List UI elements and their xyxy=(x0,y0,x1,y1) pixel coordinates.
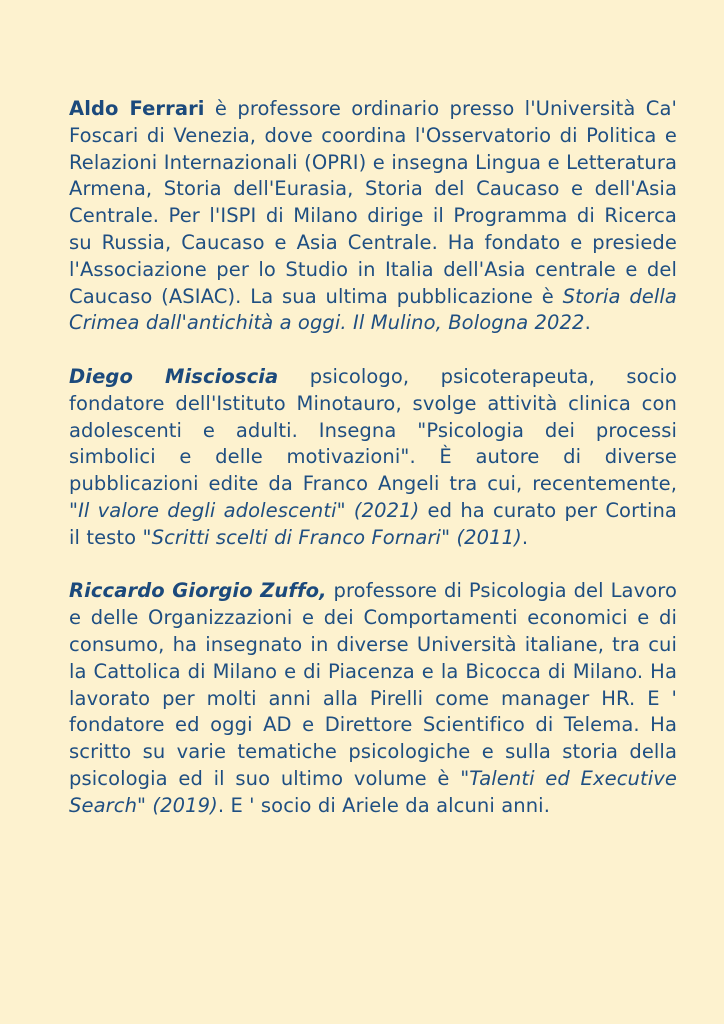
bio-punctuation: . xyxy=(584,311,591,335)
bio-diego-miscioscia xyxy=(69,364,677,552)
bio-text: . E ' socio di Ariele da alcuni anni. xyxy=(217,793,550,817)
author-name: Riccardo Giorgio Zuffo, xyxy=(69,579,327,603)
bio-text: è professore ordinario presso l'Università Ca' Foscari di Venezia, dove coordina l'Osservatorio di Politica e Relazioni Internazionali (OPRI) e insegna Lingua e Letteratura Armena, Storia dell'Eurasia, Storia del Caucaso e dell'Asia Centrale. Per l'ISPI di Milano dirige il Programma di Ricerca su Russia, Caucaso e Asia Centrale. Ha fondato e presiede l'Associazione per lo Studio in Italia dell'Asia centrale e del Caucaso (ASIAC). La sua ultima pubblicazione è xyxy=(69,97,677,308)
bio-text: psicologo, psicoterapeuta, socio fondatore dell'Istituto Minotauro, svolge attività clinica con adolescenti e adulti. Insegna "Psicologia dei processi simbolici e delle motivazioni". È autore di diverse pubblicazioni edite da Franco Angeli tra cui, recentemente, xyxy=(69,364,677,496)
author-name: Aldo Ferrari xyxy=(69,97,205,120)
bio-riccardo-giorgio-zuffo xyxy=(69,578,677,819)
publication-title: "Talenti ed Executive Search" (2019) xyxy=(69,766,677,817)
bio-punctuation: . xyxy=(521,525,529,549)
bio-text: ed ha curato per Cortina il testo xyxy=(69,498,677,549)
author-name: Diego Miscioscia xyxy=(69,364,279,388)
publication-title: "Il valore degli adolescenti" (2021) xyxy=(69,498,420,522)
bio-text: professore di Psicologia del Lavoro e delle Organizzazioni e dei Comportamenti economici e di consumo, ha insegnato in diverse Università italiane, tra cui la Cattolica di Milano e di Piacenza e la Bicocca di Milano. Ha lavorato per molti anni alla Pirelli come manager HR. E ' fondatore ed oggi AD e Direttore Scientifico di Telema. Ha scritto su varie tematiche psicologiche e sulla storia della psicologia ed il suo ultimo volume è xyxy=(69,579,677,790)
bio-aldo-ferrari xyxy=(69,96,677,337)
bios-container xyxy=(69,96,677,846)
publication-title: Storia della Crimea dall'antichità a oggi. Il Mulino, Bologna 2022 xyxy=(69,284,677,335)
publication-title: "Scritti scelti di Franco Fornari" (2011) xyxy=(142,525,522,549)
